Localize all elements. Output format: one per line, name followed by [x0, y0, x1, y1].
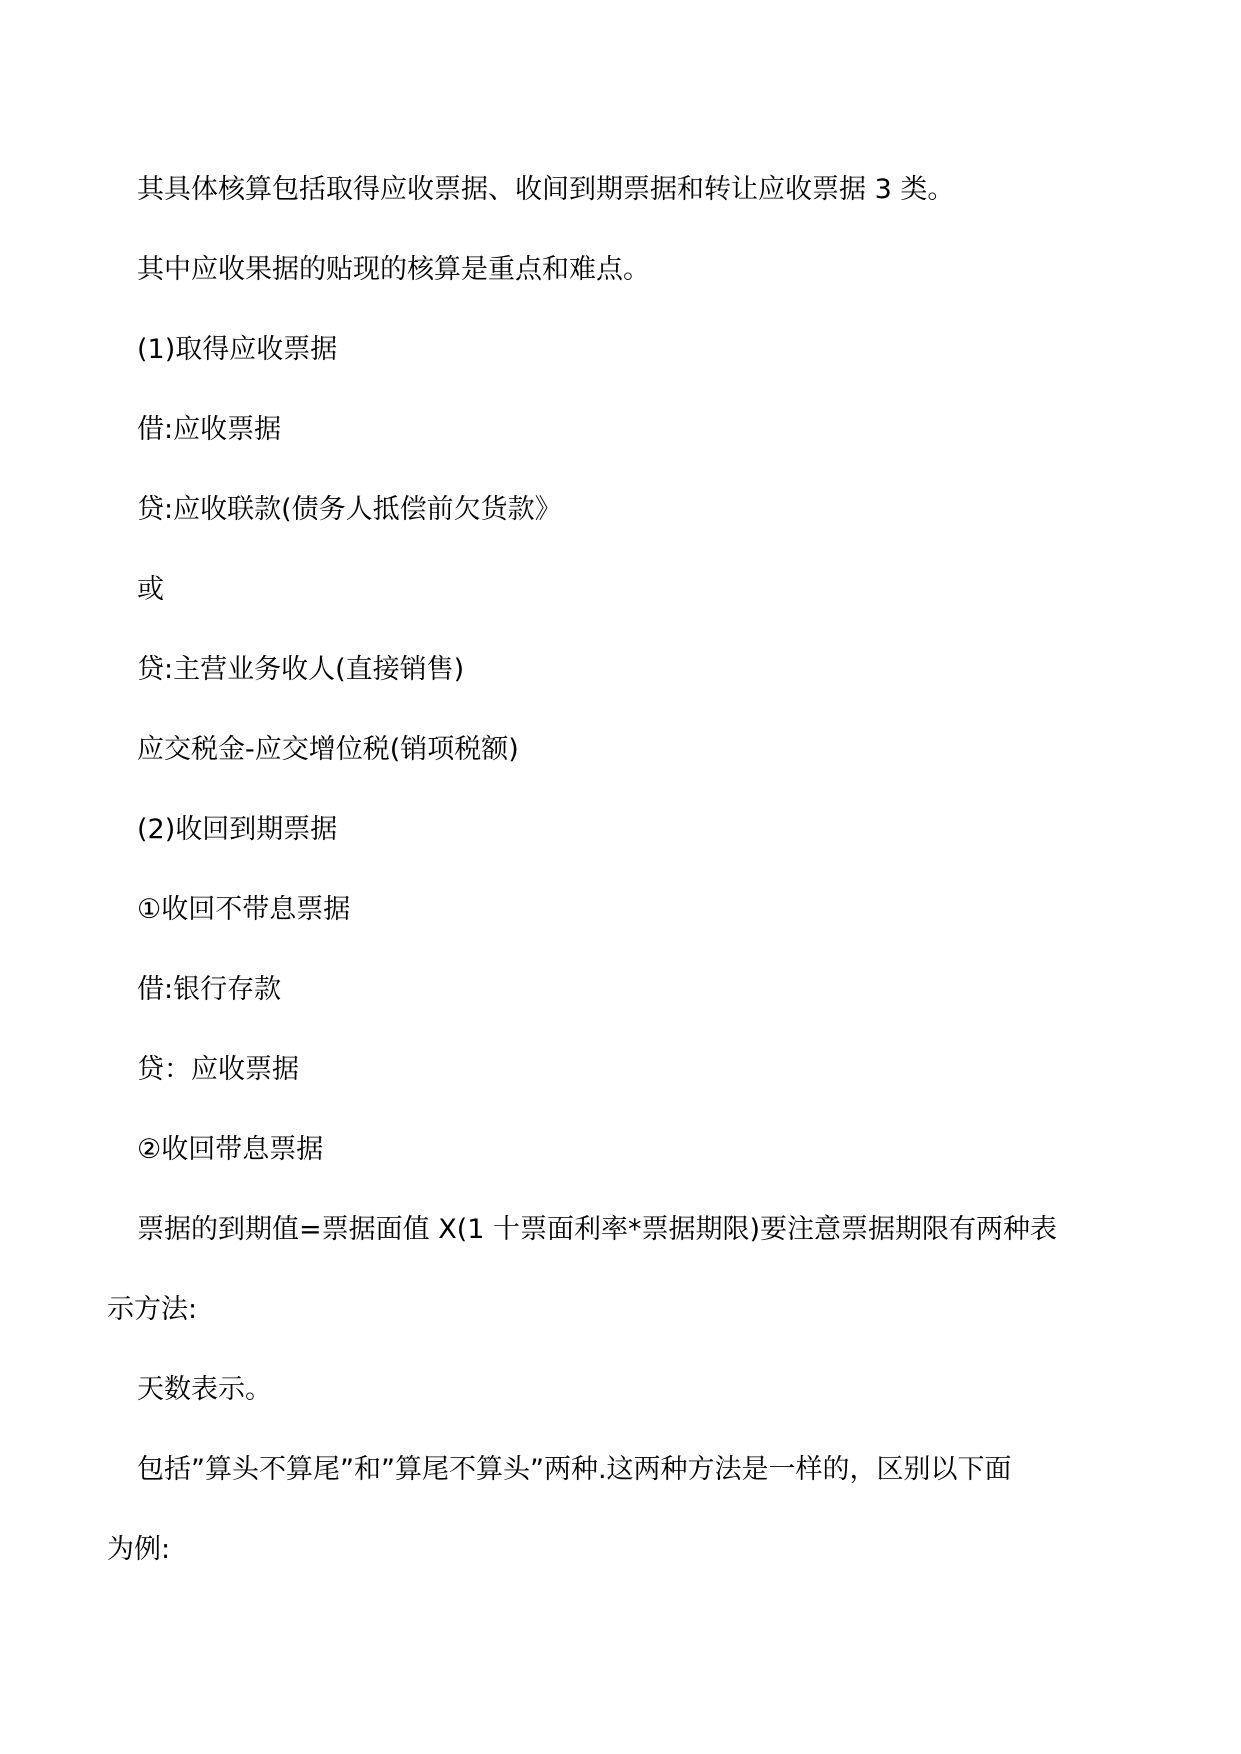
paragraph-line: 天数表示。	[137, 1374, 272, 1405]
paragraph-line: 其中应收果据的贴现的核算是重点和难点。	[137, 254, 650, 285]
paragraph-line: 票据的到期值=票据面值 X(1 十票面利率*票据期限)要注意票据期限有两种表	[137, 1214, 1058, 1245]
journal-entry-line: 借:应收票据	[137, 414, 282, 445]
sub-heading: ②收回带息票据	[137, 1134, 324, 1165]
section-heading: (1)取得应收票据	[137, 334, 338, 365]
journal-entry-line: 应交税金-应交增位税(销项税额)	[137, 734, 519, 765]
paragraph-line: 为例:	[107, 1534, 171, 1565]
paragraph-line: 示方法:	[107, 1294, 198, 1325]
journal-entry-line: 借:银行存款	[137, 974, 282, 1005]
journal-entry-line: 贷：应收票据	[137, 1054, 299, 1085]
journal-entry-line: 贷:主营业务收人(直接销售)	[137, 654, 465, 685]
sub-heading: ①收回不带息票据	[137, 894, 351, 925]
journal-entry-line: 贷:应收联款(债务人抵偿前欠货款》	[137, 494, 562, 525]
paragraph-line: 其具体核算包括取得应收票据、收间到期票据和转让应收票据 3 类。	[137, 174, 955, 205]
paragraph-line: 或	[137, 574, 164, 605]
paragraph-line: 包括”算头不算尾”和”算尾不算头”两种.这两种方法是一样的，区别以下面	[137, 1454, 1012, 1485]
section-heading: (2)收回到期票据	[137, 814, 338, 845]
